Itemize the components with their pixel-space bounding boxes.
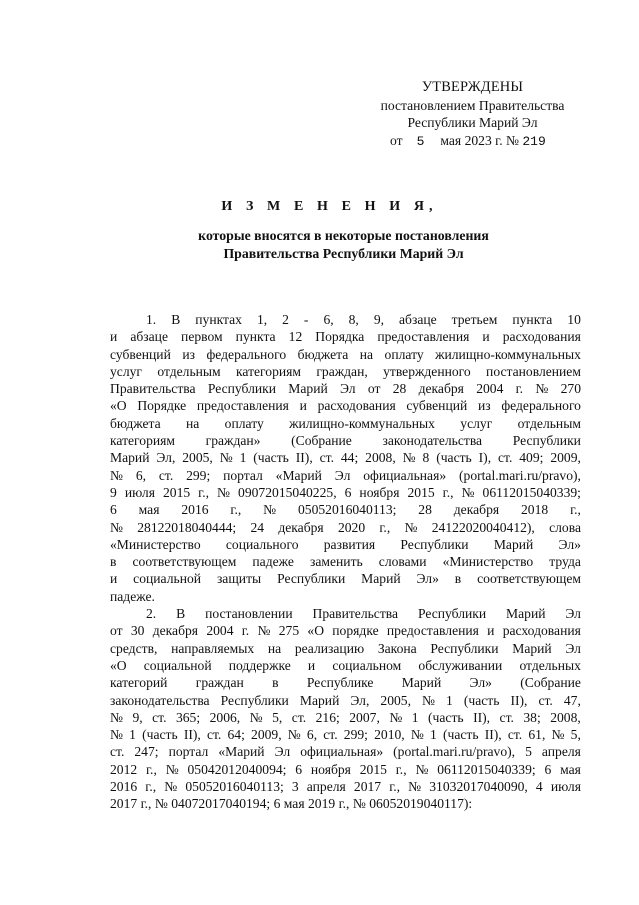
paragraph-line: 2016 г., № 05052016040113; 3 апреля 2017 г., № 31032017040090, 4 июля bbox=[110, 779, 581, 795]
document-title: И З М Е Н Е Н И Я, bbox=[221, 199, 438, 214]
approval-date-prefix: от bbox=[390, 132, 403, 148]
approval-stamp bbox=[355, 79, 590, 150]
paragraph-line: категориям граждан» (Собрание законодательства Республики bbox=[110, 433, 581, 449]
paragraph-1 bbox=[110, 311, 581, 605]
paragraph-line: законодательства Республики Марий Эл, 2005, № 1 (часть II), ст. 47, bbox=[110, 692, 581, 708]
paragraph-line: падеже. bbox=[110, 588, 155, 604]
subtitle-line-2: Правительства Республики Марий Эл bbox=[223, 245, 464, 261]
approval-line-3: Республики Марий Эл bbox=[407, 115, 538, 130]
paragraph-line: «О Порядке предоставления и расходования субвенций из федерального bbox=[110, 398, 581, 414]
paragraph-line: бюджета на оплату жилищно-коммунальных услуг отдельным bbox=[110, 415, 581, 431]
paragraph-line: Марий Эл, 2005, № 1 (часть II), ст. 44; 2008, № 8 (часть I), ст. 409; 2009, bbox=[110, 450, 581, 466]
paragraph-line: 9 июля 2015 г., № 09072015040225, 6 ноября 2015 г., № 06112015040339; bbox=[110, 484, 581, 500]
paragraph-line: «О социальной поддержке и социальном обслуживании отдельных bbox=[110, 657, 581, 673]
paragraph-line: от 30 декабря 2004 г. № 275 «О порядке предоставления и расходования bbox=[110, 623, 581, 639]
approval-month-year: мая 2023 г. № bbox=[440, 132, 519, 148]
subtitle-line-1: которые вносятся в некоторые постановления bbox=[198, 228, 489, 243]
paragraph-line: «Министерство социального развития Республики Марий Эл» bbox=[110, 536, 581, 552]
paragraph-line: 6 мая 2016 г., № 05052016040113; 28 декабря 2018 г., bbox=[110, 502, 581, 518]
paragraph-line: категорий граждан в Республике Марий Эл» (Собрание bbox=[110, 675, 581, 691]
document-body bbox=[110, 311, 581, 813]
paragraph-line: услуг отдельным категориям граждан, утвержденного постановлением bbox=[110, 363, 581, 379]
paragraph-line: Правительства Республики Марий Эл от 28 декабря 2004 г. № 270 bbox=[110, 381, 581, 397]
paragraph-line: № 9, ст. 365; 2006, № 5, ст. 216; 2007, № 1 (часть II), ст. 38; 2008, bbox=[110, 709, 581, 725]
approval-number: 219 bbox=[522, 133, 546, 149]
approval-title: УТВЕРЖДЕНЫ bbox=[421, 79, 524, 95]
paragraph-line: и социальной защиты Республики Марий Эл» в соответствующем bbox=[110, 571, 581, 587]
paragraph-line: и абзаце первом пункта 12 Порядка предоставления и расходования bbox=[110, 329, 581, 345]
approval-line-2: постановлением Правительства bbox=[380, 97, 565, 113]
paragraph-line: в соответствующем падеже заменить словами «Министерство труда bbox=[110, 554, 581, 570]
paragraph-2 bbox=[110, 605, 581, 813]
paragraph-line: 1. В пунктах 1, 2 - 6, 8, 9, абзаце третьем пункта 10 bbox=[146, 312, 581, 327]
paragraph-line: 2. В постановлении Правительства Республики Марий Эл bbox=[146, 606, 581, 622]
paragraph-line: средств, направляемых на реализацию Закона Республики Марий Эл bbox=[110, 640, 581, 656]
paragraph-line: № 28122018040444; 24 декабря 2020 г., № 24122020040412), слова bbox=[110, 519, 581, 535]
document-subtitle bbox=[0, 227, 639, 262]
approval-date-line bbox=[355, 132, 590, 151]
paragraph-line: 2012 г., № 05042012040094; 6 ноября 2015 г., № 06112015040339; 6 мая bbox=[110, 761, 581, 777]
paragraph-line: ст. 247; портал «Марий Эл официальная» (portal.mari.ru/pravo), 5 апреля bbox=[110, 744, 581, 760]
approval-day: 5 bbox=[416, 133, 425, 149]
paragraph-line: № 1 (часть II), ст. 64; 2009, № 6, ст. 299; 2010, № 1 (часть II), ст. 61, № 5, bbox=[110, 727, 581, 743]
paragraph-line: № 6, ст. 299; портал «Марий Эл официальная» (portal.mari.ru/pravo), bbox=[110, 467, 581, 483]
paragraph-line: субвенций из федерального бюджета на оплату жилищно-коммунальных bbox=[110, 346, 581, 362]
paragraph-line: 2017 г., № 04072017040194; 6 мая 2019 г., № 06052019040117): bbox=[110, 796, 473, 812]
